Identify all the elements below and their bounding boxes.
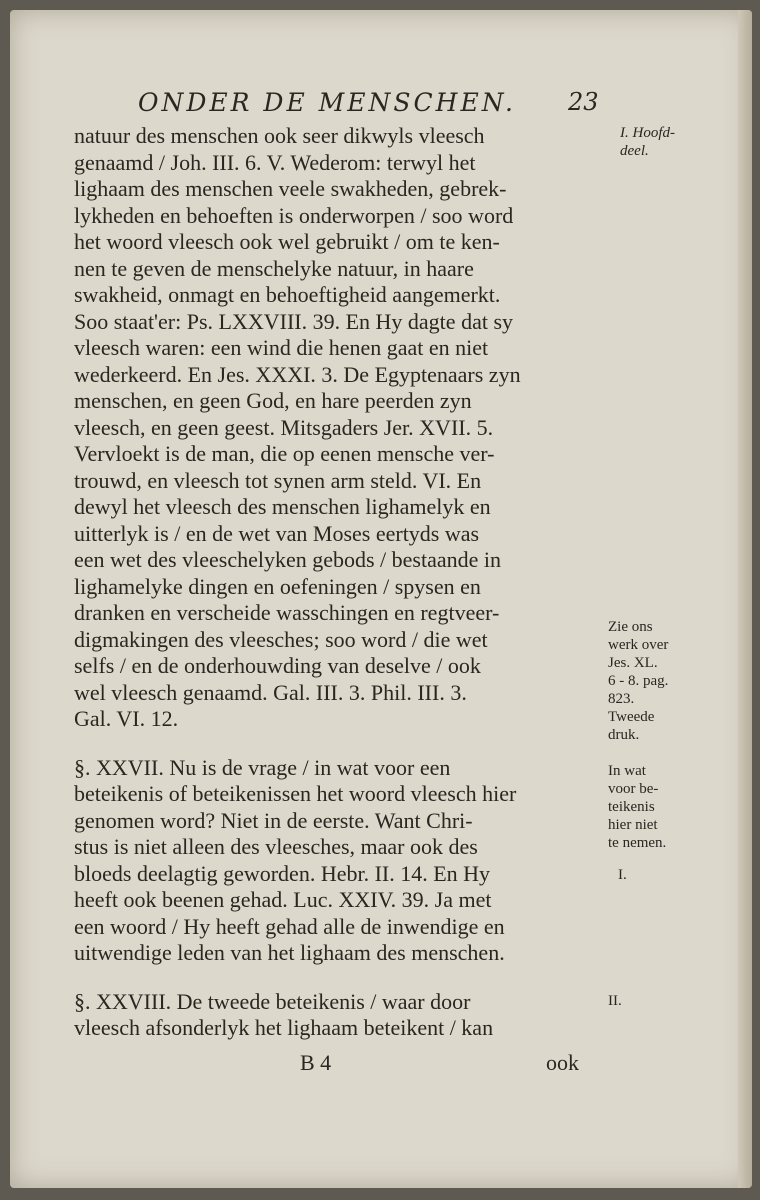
paragraph-gap — [74, 967, 604, 989]
margin-line: teikenis — [608, 799, 655, 815]
margin-line: te nemen. — [608, 835, 667, 851]
text-line: beteikenis of beteikenissen het woord vleesch hier — [74, 781, 517, 806]
text-line: selfs / en de onderhouwding van deselve / ook — [74, 653, 481, 678]
text-line: Gal. VI. 12. — [74, 706, 179, 731]
margin-note-question — [608, 762, 666, 852]
text-line: swakheid, onmagt en behoeftigheid aangemerkt. — [74, 282, 501, 307]
text-line: stus is niet alleen des vleesches, maar ook des — [74, 834, 478, 859]
text-line: een wet des vleeschelyken gebods / bestaande in — [74, 547, 502, 572]
margin-number-2: II. — [608, 993, 622, 1009]
margin-line: deel. — [620, 143, 649, 159]
text-line: trouwd, en vleesch tot synen arm steld. VI. En — [74, 467, 482, 493]
margin-line: hier niet — [608, 817, 658, 833]
text-line: dewyl het vleesch des menschen lighamelyk en — [74, 494, 491, 519]
text-line: §. XXVIII. De tweede beteikenis / waar door — [74, 988, 471, 1014]
margin-note-reference — [608, 618, 668, 744]
text-line: lykheden en behoeften is onderworpen / soo word — [74, 202, 514, 228]
text-line: natuur des menschen ook seer dikwyls vleesch — [74, 123, 485, 148]
margin-line: In wat — [608, 763, 646, 779]
margin-note-chapter — [620, 124, 675, 160]
text-line: wel vleesch genaamd. Gal. III. 3. Phil. III. 3. — [74, 679, 467, 705]
text-line: genomen word? Niet in de eerste. Want Chri- — [74, 807, 473, 833]
text-line: een woord / Hy heeft gehad alle de inwendige en — [74, 913, 505, 939]
text-line: lighaam des menschen veele swakheden, gebrek- — [74, 176, 507, 201]
margin-line: 823. — [608, 691, 635, 707]
text-line: menschen, en geen God, en hare peerden zyn — [74, 388, 472, 413]
text-line: Soo staat'er: Ps. LXXVIII. 39. En Hy dagte dat sy — [74, 308, 514, 334]
text-line: bloeds deelagtig geworden. Hebr. II. 14. En Hy — [74, 860, 491, 886]
text-line: genaamd / Joh. III. 6. V. Wederom: terwyl het — [74, 149, 476, 175]
paragraph-2 — [74, 755, 604, 967]
margin-line: werk over — [608, 637, 669, 653]
margin-line: voor be- — [608, 781, 659, 797]
signature-mark: B 4 — [300, 1050, 332, 1075]
text-line: nen te geven de menschelyke natuur, in haare — [74, 255, 474, 281]
margin-line: druk. — [608, 727, 640, 743]
paragraph-1 — [74, 123, 604, 733]
book-page — [10, 10, 752, 1188]
text-line: heeft ook beenen gehad. Luc. XXIV. 39. Ja met — [74, 887, 492, 912]
text-line: vleesch, en geen geest. Mitsgaders Jer. XVII. 5. — [74, 414, 494, 440]
page-edge — [738, 10, 752, 1188]
text-line: dranken en verscheide wasschingen en regtveer- — [74, 600, 500, 625]
text-line: wederkeerd. En Jes. XXXI. 3. De Egyptenaars zyn — [74, 361, 521, 387]
body-text — [74, 123, 604, 1042]
margin-line: I. Hoofd- — [620, 125, 675, 141]
catchword: ook — [546, 1050, 579, 1075]
text-line: lighamelyke dingen en oefeningen / spysen en — [74, 573, 481, 599]
text-line: uitterlyk is / en de wet van Moses eertyds was — [74, 520, 480, 546]
running-header: ONDER DE MENSCHEN. — [138, 88, 516, 117]
text-line: §. XXVII. Nu is de vrage / in wat voor een — [74, 754, 451, 780]
text-line: digmakingen des vleesches; soo word / die wet — [74, 626, 488, 652]
page-number: 23 — [568, 88, 599, 116]
margin-line: Zie ons — [608, 619, 653, 635]
margin-line: 6 - 8. pag. — [608, 673, 669, 689]
margin-line: Jes. XL. — [608, 655, 658, 671]
paragraph-gap — [74, 733, 604, 755]
text-line: vleesch waren: een wind die henen gaat en niet — [74, 335, 489, 360]
margin-number-1: I. — [618, 867, 627, 883]
margin-line: Tweede — [608, 709, 655, 725]
text-line: het woord vleesch ook wel gebruikt / om te ken- — [74, 229, 500, 254]
paragraph-3 — [74, 989, 604, 1042]
text-line: vleesch afsonderlyk het lighaam beteikent / kan — [74, 1015, 494, 1040]
text-line: Vervloekt is de man, die op eenen mensche ver- — [74, 441, 495, 466]
text-line: uitwendige leden van het lighaam des menschen. — [74, 940, 505, 965]
